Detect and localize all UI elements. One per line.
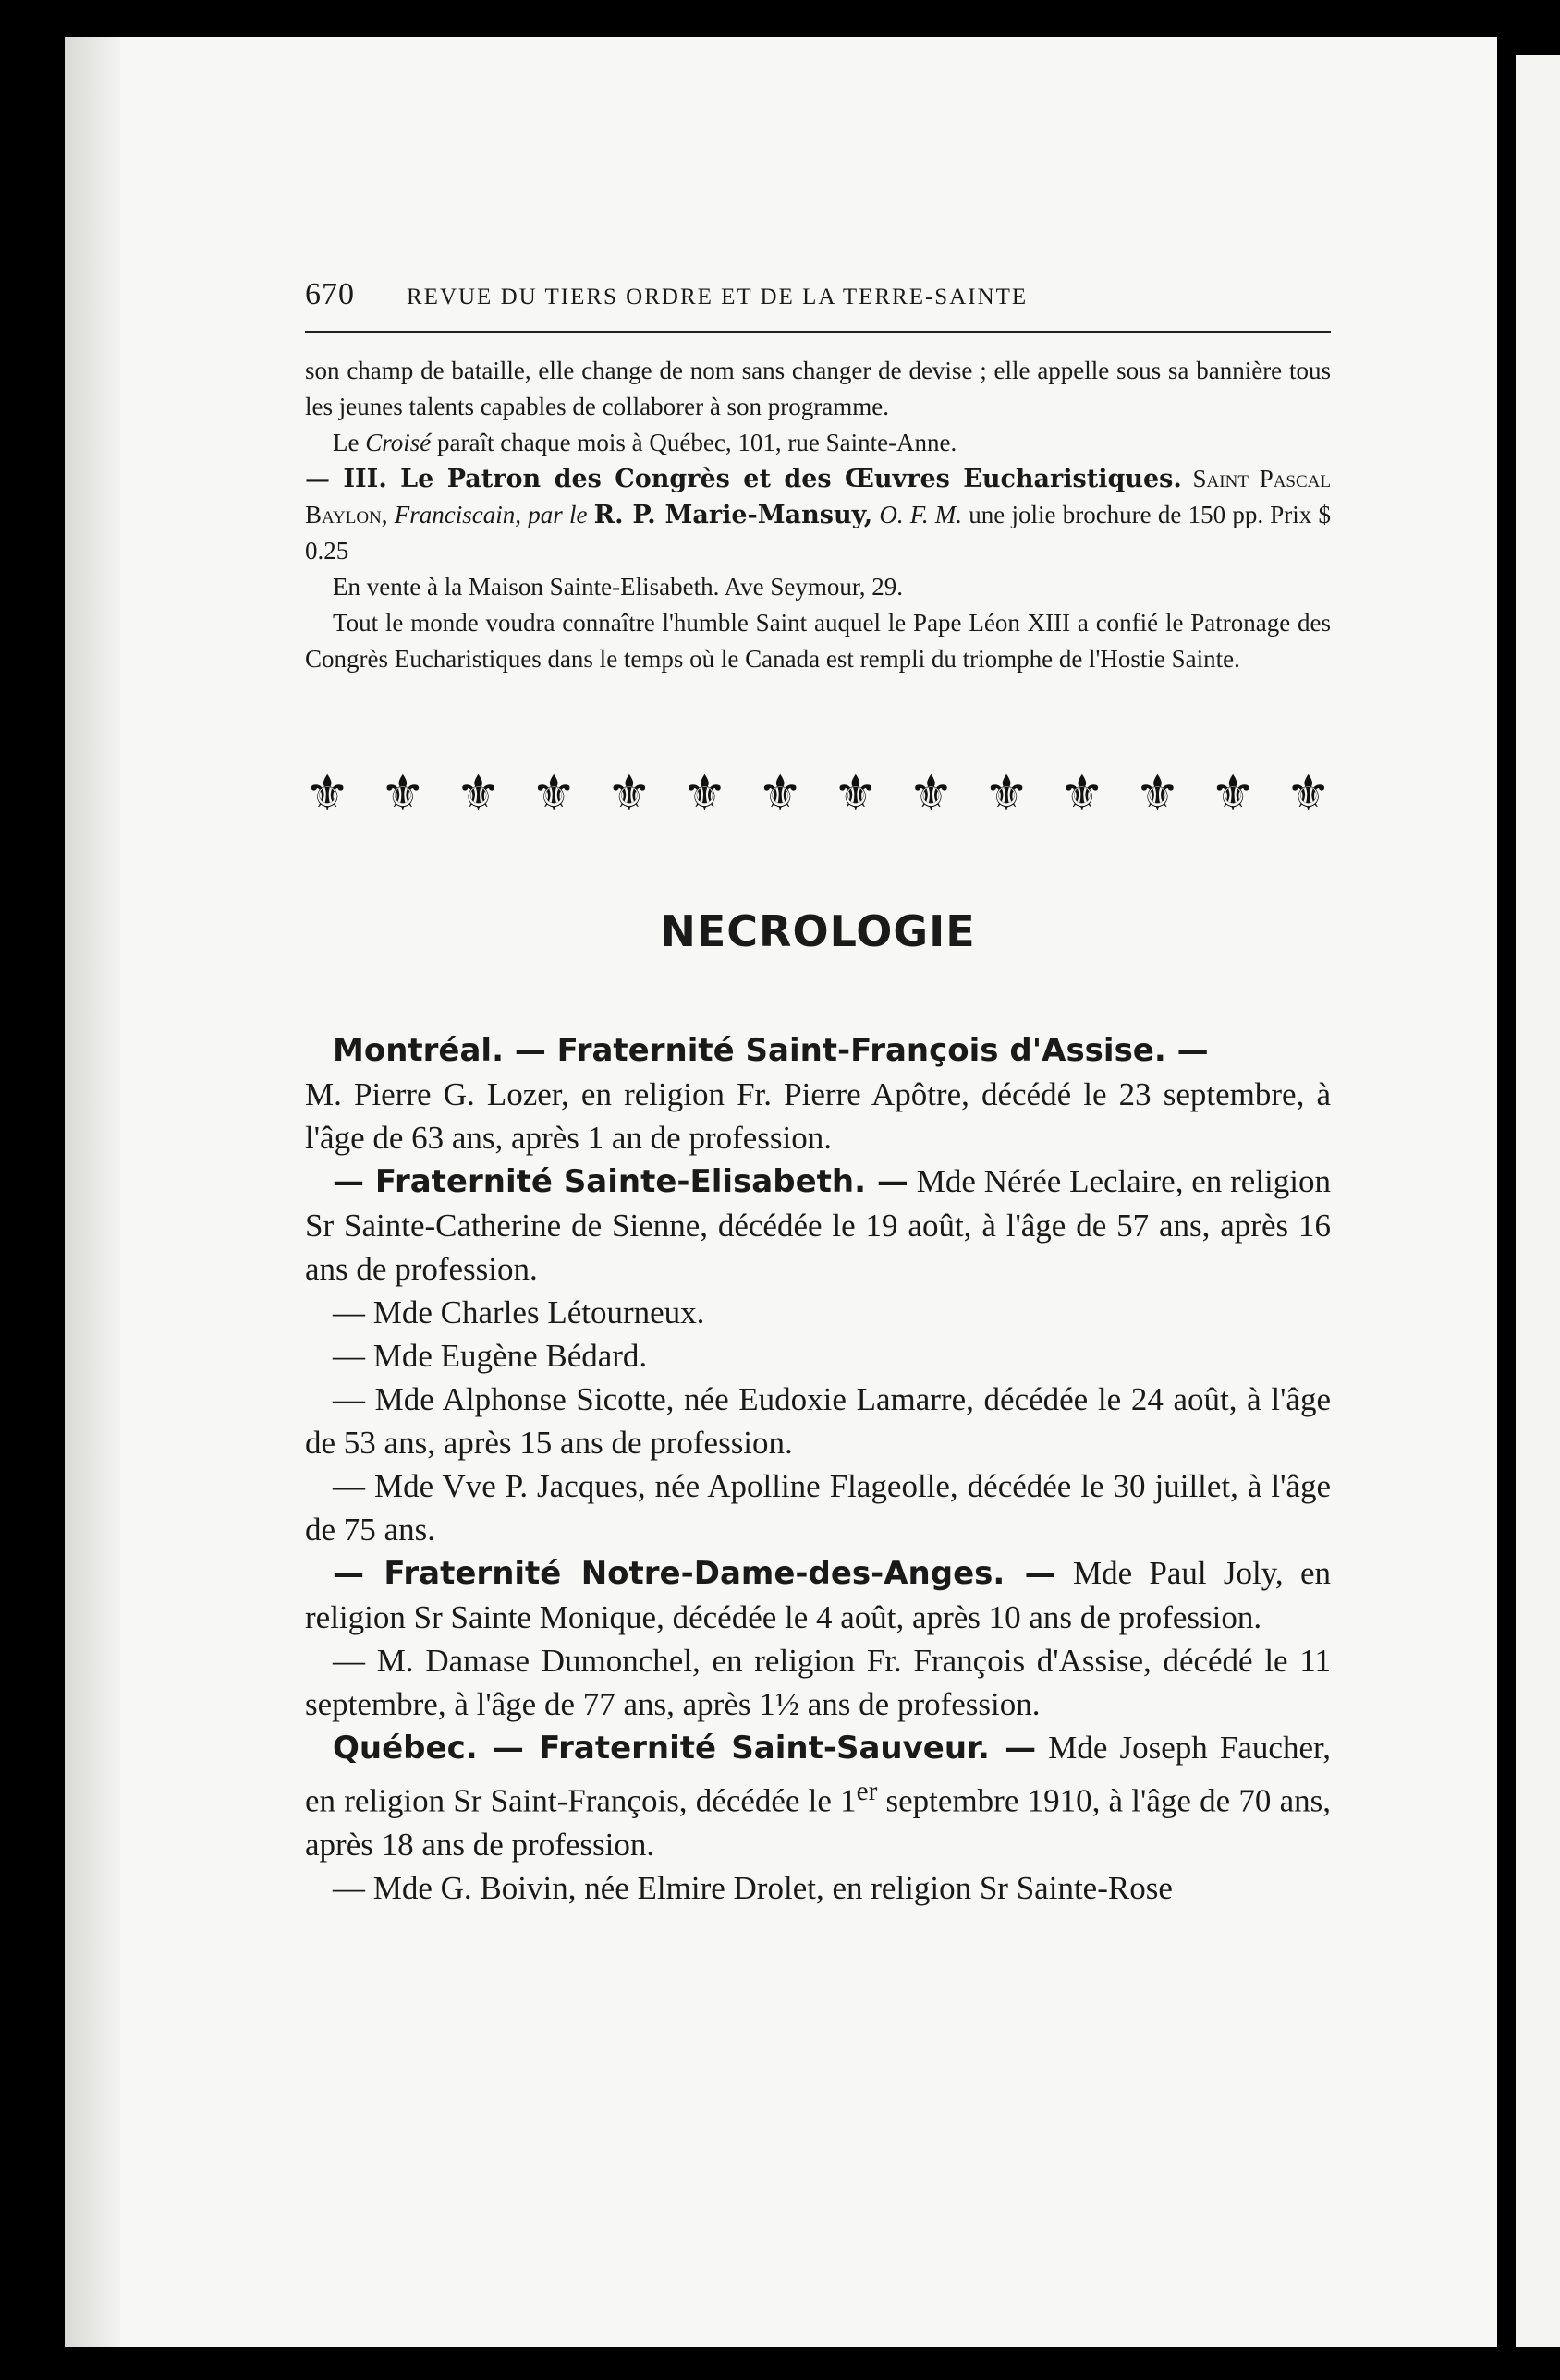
running-head (305, 277, 1331, 333)
entry-boivin: — Mde G. Boivin, née Elmire Drolet, en religion Sr Sainte-Rose (333, 1869, 1173, 1906)
entry-dumonchel: — M. Damase Dumonchel, en religion Fr. François d'Assise, décédé le 11 septembre, à l'âge de 77 ans, après 1½ ans de profession. (305, 1643, 1331, 1722)
entry-quebec (305, 1726, 1331, 1866)
entry-montreal (305, 1028, 1331, 1073)
intro-p2-text: Le (333, 429, 366, 456)
intro-paragraph-2 (305, 425, 1331, 461)
necrologie-title: NECROLOGIE (660, 906, 976, 956)
fleur-de-lis-icon: ⚜ (380, 764, 426, 822)
facing-page-edge (1516, 55, 1560, 2347)
fleur-de-lis-icon: ⚜ (1135, 764, 1180, 822)
entry-notre-dame (305, 1551, 1331, 1639)
intro-paragraph-4: En vente à la Maison Sainte-Elisabeth. Ave Seymour, 29. (333, 573, 904, 601)
fleur-de-lis-icon: ⚜ (682, 764, 727, 822)
fleur-de-lis-icon: ⚜ (908, 764, 954, 822)
entry-text: M. Pierre G. Lozer, en religion Fr. Pierre Apôtre, décédé le 23 septembre, à l'âge de 63 ans, après 1 an de profession. (305, 1076, 1331, 1156)
fleur-de-lis-icon: ⚜ (1286, 764, 1331, 822)
intro-paragraph-1: son champ de bataille, elle change de nom sans changer de devise ; elle appelle sous sa bannière tous les jeunes talents capables de collaborer à son programme. (305, 357, 1331, 420)
necrologie-section (305, 1028, 1331, 1910)
entry-heading: Montréal. — Fraternité Saint-François d'Assise. — (333, 1032, 1209, 1069)
page-number: 670 (305, 277, 355, 311)
fleur-de-lis-icon: ⚜ (983, 764, 1030, 822)
entry-text-end: septembre 1910, à l'âge de 70 ans, après 18 ans de profession. (305, 1782, 1331, 1863)
entry-heading: — Fraternité Notre-Dame-des-Anges. — (333, 1555, 1056, 1592)
author-name: R. P. Marie-Mansuy, (593, 501, 873, 529)
running-title: REVUE DU TIERS ORDRE ET DE LA TERRE-SAINTE (407, 285, 1029, 310)
intro-section (305, 353, 1331, 677)
intro-paragraph-3 (305, 461, 1331, 569)
superscript: er (856, 1777, 878, 1806)
page-content (305, 277, 1331, 1910)
fleur-de-lis-icon: ⚜ (305, 764, 350, 822)
fleur-de-lis-icon: ⚜ (606, 764, 652, 822)
fleur-de-lis-icon: ⚜ (757, 764, 803, 822)
fleur-de-lis-icon: ⚜ (1210, 764, 1256, 822)
croise-title: Croisé (365, 429, 432, 456)
fleur-de-lis-icon: ⚜ (530, 764, 577, 822)
author-prefix: Franciscain, par le (394, 501, 588, 528)
entry-text: Mde Nérée Leclaire, en religion Sr Sainte-Catherine de Sienne, décédée le 19 août, à l'âge de 57 ans, après 16 ans de profession. (305, 1163, 1331, 1287)
fleur-de-lis-icon: ⚜ (456, 764, 501, 822)
entry-jacques: — Mde Vve P. Jacques, née Apolline Flageolle, décédée le 30 juillet, à l'âge de 75 ans. (305, 1468, 1331, 1548)
entry-text: Mde Paul Joly, en religion Sr Sainte Monique, décédée le 4 août, après 10 ans de profession. (305, 1555, 1331, 1635)
entry-text: Mde Joseph Faucher, en religion Sr Saint-François, décédée le 1 (305, 1730, 1331, 1819)
entry-heading: — Fraternité Sainte-Elisabeth. — (333, 1163, 908, 1200)
brochure-info: une jolie brochure de 150 pp. Prix $ 0.25 (305, 501, 1332, 565)
intro-paragraph-5: Tout le monde voudra connaître l'humble Saint auquel le Pape Léon XIII a confié le Patronage des Congrès Eucharistiques dans le temps où le Canada est rempli du triomphe de l'Hostie Sainte. (305, 609, 1331, 673)
page-gutter-shadow (65, 37, 120, 2347)
intro-p2-text-end: paraît chaque mois à Québec, 101, rue Sainte-Anne. (431, 429, 957, 456)
entry-sicotte: — Mde Alphonse Sicotte, née Eudoxie Lamarre, décédée le 24 août, à l'âge de 53 ans, après 15 ans de profession. (305, 1381, 1331, 1461)
entry-bedard: — Mde Eugène Bédard. (333, 1338, 648, 1374)
saint-name: Saint Pascal Baylon, (305, 465, 1332, 528)
entry-heading: Québec. — Fraternité Saint-Sauveur. — (333, 1730, 1037, 1767)
fleur-de-lis-ornament-row (305, 766, 1331, 821)
entry-letourneux: — Mde Charles Létourneux. (333, 1294, 705, 1330)
order-abbr: O. F. M. (879, 501, 963, 528)
entry-elisabeth (305, 1160, 1331, 1291)
fleur-de-lis-icon: ⚜ (1059, 764, 1104, 822)
section-iii-title: — III. Le Patron des Congrès et des Œuvres Eucharistiques. (305, 465, 1182, 493)
fleur-de-lis-icon: ⚜ (833, 764, 879, 822)
